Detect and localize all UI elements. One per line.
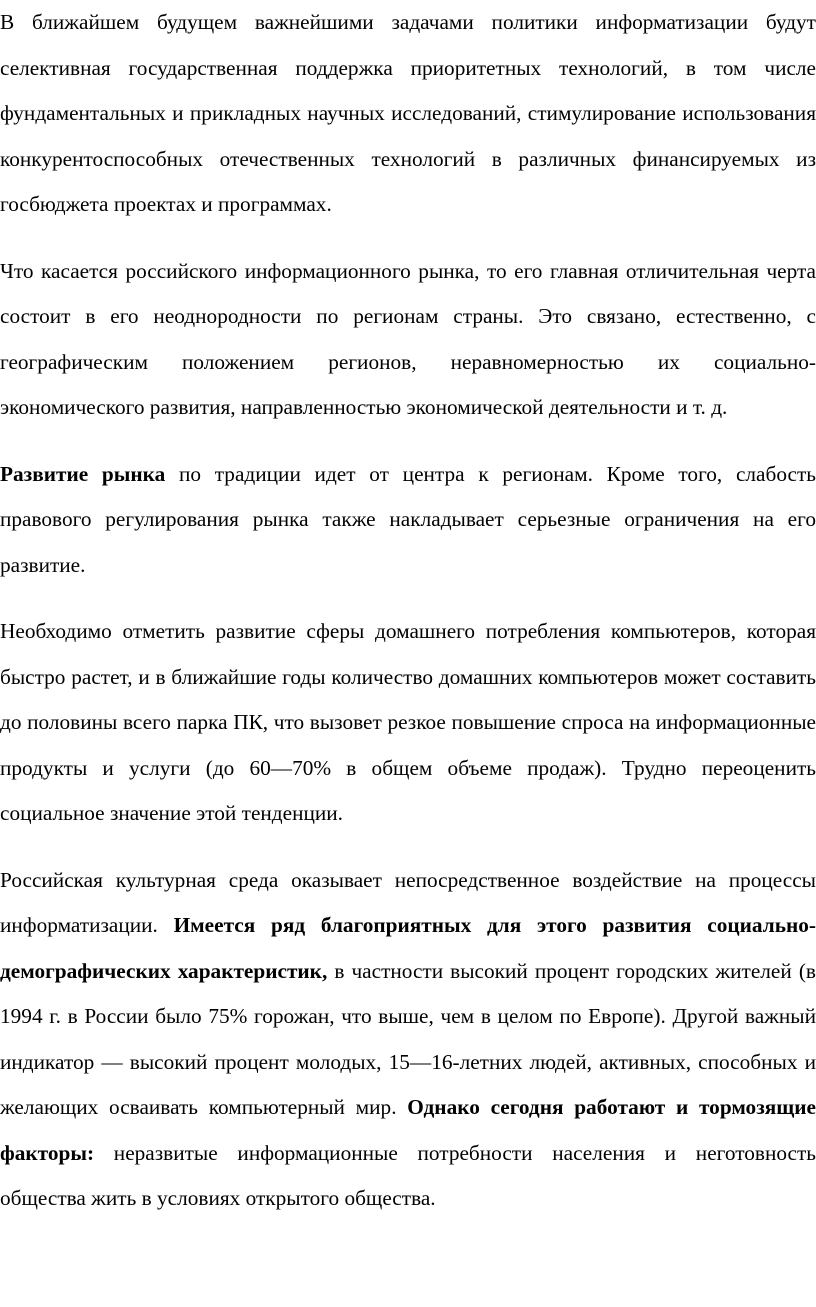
- paragraph-text-part-2: в частности высокий процент городских жителей (в 1994 г. в России было 75% горожан, что выше, чем в целом по Европе). Другой важный индикатор — высокий процент молодых, 15—16-летних людей, активных, способных и желающих осваивать компьютерный мир.: [0, 958, 816, 1119]
- paragraph-informatization-policy: В ближайшем будущем важнейшими задачами политики информатизации будут селективная государственная поддержка приоритетных технологий, в том числе фундаментальных и прикладных научных исследований, стимулирование использования конкурентоспособных отечественных технологий в различных финансируемых из госбюджета проектах и программах.: [0, 10, 816, 216]
- paragraph-russian-market: Что касается российского информационного рынка, то его главная отличительная черта состоит в его неоднородности по регионам страны. Это связано, естественно, с географическим положением регионов, неравномерностью их социально-экономического развития, направленностью экономической деятельности и т. д.: [0, 258, 816, 419]
- bold-lead-market-development: Развитие рынка: [0, 461, 166, 486]
- paragraph-text: по традиции идет от центра к регионам. Кроме того, слабость правового регулирования рынка также накладывает серьезные ограничения на его развитие.: [0, 461, 816, 577]
- paragraph-market-development: [0, 452, 816, 589]
- bold-favorable-characteristics: Имеется ряд благоприятных для этого развития социально-демографических характеристик,: [0, 913, 816, 983]
- paragraph-text-part-1: Российская культурная среда оказывает непосредственное воздействие на процессы информатизации.: [0, 867, 816, 937]
- paragraph-home-computers: Необходимо отметить развитие сферы домашнего потребления компьютеров, которая быстро растет, и в ближайшие годы количество домашних компьютеров может составить до половины всего парка ПК, что вызовет резкое повышение спроса на информационные продукты и услуги (до 60—70% в общем объеме продаж). Трудно переоценить социальное значение этой тенденции.: [0, 619, 816, 825]
- paragraph-cultural-environment: [0, 858, 816, 1222]
- bold-inhibiting-factors: Однако сегодня работают и тормозящие факторы:: [0, 1095, 816, 1165]
- paragraph-text-part-3: неразвитые информационные потребности населения и неготовность общества жить в условиях открытого общества.: [0, 1140, 816, 1210]
